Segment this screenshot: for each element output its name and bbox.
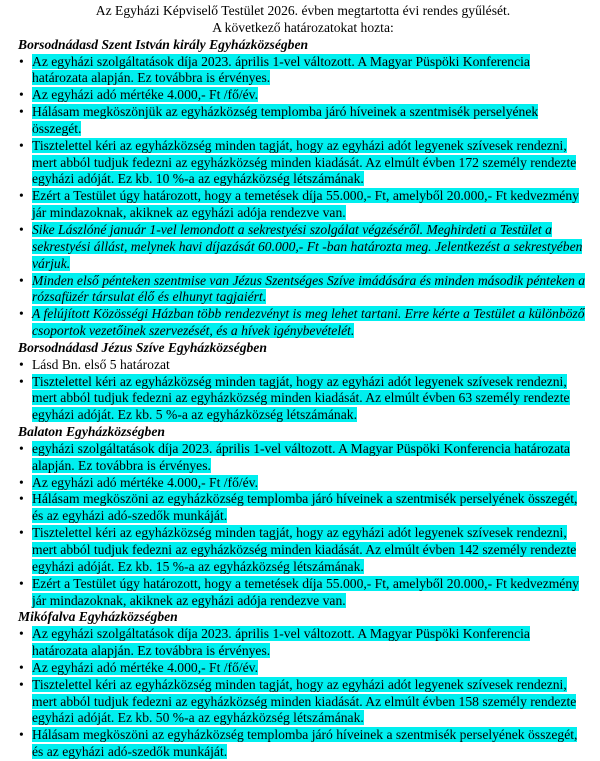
bullet-icon: •	[19, 626, 24, 642]
list-item-text: Ezért a Testület úgy határozott, hogy a temetések díja 55.000,- Ft, amelyből 20.000,- Ft kedvezmény jár mindazoknak, akiknek az egyházi adója rendezve van.	[32, 188, 579, 221]
bullet-icon: •	[19, 87, 24, 103]
list-item	[18, 374, 588, 425]
bullet-icon: •	[19, 525, 24, 541]
list-item	[18, 357, 588, 374]
bullet-icon: •	[19, 491, 24, 507]
list-item-text: Az egyházi adó mértéke 4.000,- Ft /fő/év.	[32, 87, 258, 103]
document-title-line-1: Az Egyházi Képviselő Testület 2026. évben megtartotta évi rendes gyűlését.	[95, 3, 511, 18]
bullet-icon: •	[19, 676, 24, 692]
section-heading: Balaton Egyházközségben	[18, 424, 165, 440]
list-item-text: Hálásam megköszöni az egyházközség templomba járó híveinek a szentmisék perselyének összegét, és az egyházi adó-szedők munkáját.	[32, 727, 578, 760]
bullet-icon: •	[19, 659, 24, 675]
list-item	[18, 525, 588, 576]
bullet-icon: •	[19, 306, 24, 322]
bullet-icon: •	[19, 272, 24, 288]
list-item-text: Hálásam megköszöni az egyházközség templomba járó híveinek a szentmisék perselyének összegét, és az egyházi adó-szedők munkáját.	[32, 491, 578, 524]
list-item	[18, 138, 588, 189]
list-item	[18, 576, 588, 610]
document-title-line-2: A következő határozatokat hozta:	[212, 19, 394, 35]
list-item-text: Tisztelettel kéri az egyházközség minden tagját, hogy az egyházi adót legyenek szívesek rendezni, mert abból tudjuk fedezni az egyházközség minden kiadását. Az elmúlt évben 172 személy rendezte egyházi adóját. Ez kb. 10 %-a az egyházközség létszámának.	[32, 137, 577, 187]
list-item	[18, 660, 588, 677]
list-item-text: Az egyházi szolgáltatások díja 2023. április 1-vel változott. A Magyar Püspöki Konferencia határozata alapján. Ez továbbra is érvényes.	[32, 53, 530, 86]
list-item-text: Lásd Bn. első 5 határozat	[32, 356, 170, 372]
bullet-icon: •	[19, 575, 24, 591]
list-item-text: egyházi szolgáltatások díja 2023. április 1-vel változott. A Magyar Püspöki Konferencia határozata alapján. Ez továbbra is érvényes.	[32, 440, 570, 473]
list-item	[18, 626, 588, 660]
bullet-icon: •	[19, 104, 24, 120]
list-item-text: Az egyházi adó mértéke 4.000,- Ft /fő/év.	[32, 659, 258, 675]
list-item-text: Az egyházi adó mértéke 4.000,- Ft /fő/év.	[32, 474, 258, 490]
bullet-icon: •	[19, 53, 24, 69]
list-item	[18, 222, 588, 273]
list-item	[18, 677, 588, 728]
list-item-text: Tisztelettel kéri az egyházközség minden tagját, hogy az egyházi adót legyenek szívesek rendezni, mert abból tudjuk fedezni az egyházközség minden kiadását. Az elmúlt évben 158 személy rendezte egyházi adóját. Ez kb. 50 %-a az egyházközség létszámának.	[32, 676, 577, 726]
list-item	[18, 87, 588, 104]
list-item	[18, 306, 588, 340]
bullet-icon: •	[19, 221, 24, 237]
list-item	[18, 727, 588, 761]
list-item	[18, 54, 588, 88]
list-item-text: Az egyházi szolgáltatások díja 2023. április 1-vel változott. A Magyar Püspöki Konferencia határozata alapján. Ez továbbra is érvényes.	[32, 626, 530, 659]
section-heading: Borsodnádasd Jézus Szíve Egyházközségben	[18, 339, 267, 355]
list-item-text: Sike Lászlóné január 1-vel lemondott a sekrestyési szolgálat végzéséről. Meghirdeti a Testület a sekrestyési állást, melynek havi díjazását 60.000,- Ft -ban határozta meg. Jelentkezést a sekrestyében várjuk.	[32, 221, 583, 271]
bullet-icon: •	[19, 474, 24, 490]
bullet-icon: •	[19, 440, 24, 456]
list-item-text: Minden első pénteken szentmise van Jézus Szentséges Szíve imádására és minden második pénteken a rózsafüzér társulat élő és elhunyt tagjaiért.	[32, 272, 586, 305]
bullet-icon: •	[19, 373, 24, 389]
list-item	[18, 491, 588, 525]
section-heading: Mikófalva Egyházközségben	[18, 609, 178, 625]
list-item-text: A felújított Közösségi Házban több rendezvényt is meg lehet tartani. Erre kérte a Testület a különböző csoportok vezetőinek szervezését, és a hívek igénybevételét.	[32, 306, 585, 339]
list-item	[18, 188, 588, 222]
list-item-text: Tisztelettel kéri az egyházközség minden tagját, hogy az egyházi adót legyenek szívesek rendezni, mert abból tudjuk fedezni az egyházközség minden kiadását. Az elmúlt évben 142 személy rendezte egyházi adóját. Ez kb. 15 %-a az egyházközség létszámának.	[32, 525, 577, 574]
list-item	[18, 273, 588, 307]
list-item-text: Ezért a Testület úgy határozott, hogy a temetések díja 55.000,- Ft, amelyből 20.000,- Ft kedvezmény jár mindazoknak, akiknek az egyházi adója rendezve van.	[32, 575, 579, 608]
list-item	[18, 104, 588, 138]
section-heading: Borsodnádasd Szent István király Egyházközségben	[18, 36, 309, 52]
document-body	[18, 37, 588, 761]
bullet-icon: •	[19, 137, 24, 153]
bullet-icon: •	[19, 188, 24, 204]
list-item-text: Tisztelettel kéri az egyházközség minden tagját, hogy az egyházi adót legyenek szívesek rendezni, mert abból tudjuk fedezni az egyházközség minden kiadását. Az elmúlt évben 63 személy rendezte egyházi adóját. Ez kb. 5 %-a az egyházközség létszámának.	[32, 373, 570, 423]
list-item	[18, 475, 588, 492]
list-item-text: Hálásam megköszönjük az egyházközség templomba járó híveinek a szentmisék perselyének összegét.	[32, 104, 539, 136]
bullet-icon: •	[19, 727, 24, 743]
bullet-icon: •	[19, 356, 24, 372]
list-item	[18, 441, 588, 475]
